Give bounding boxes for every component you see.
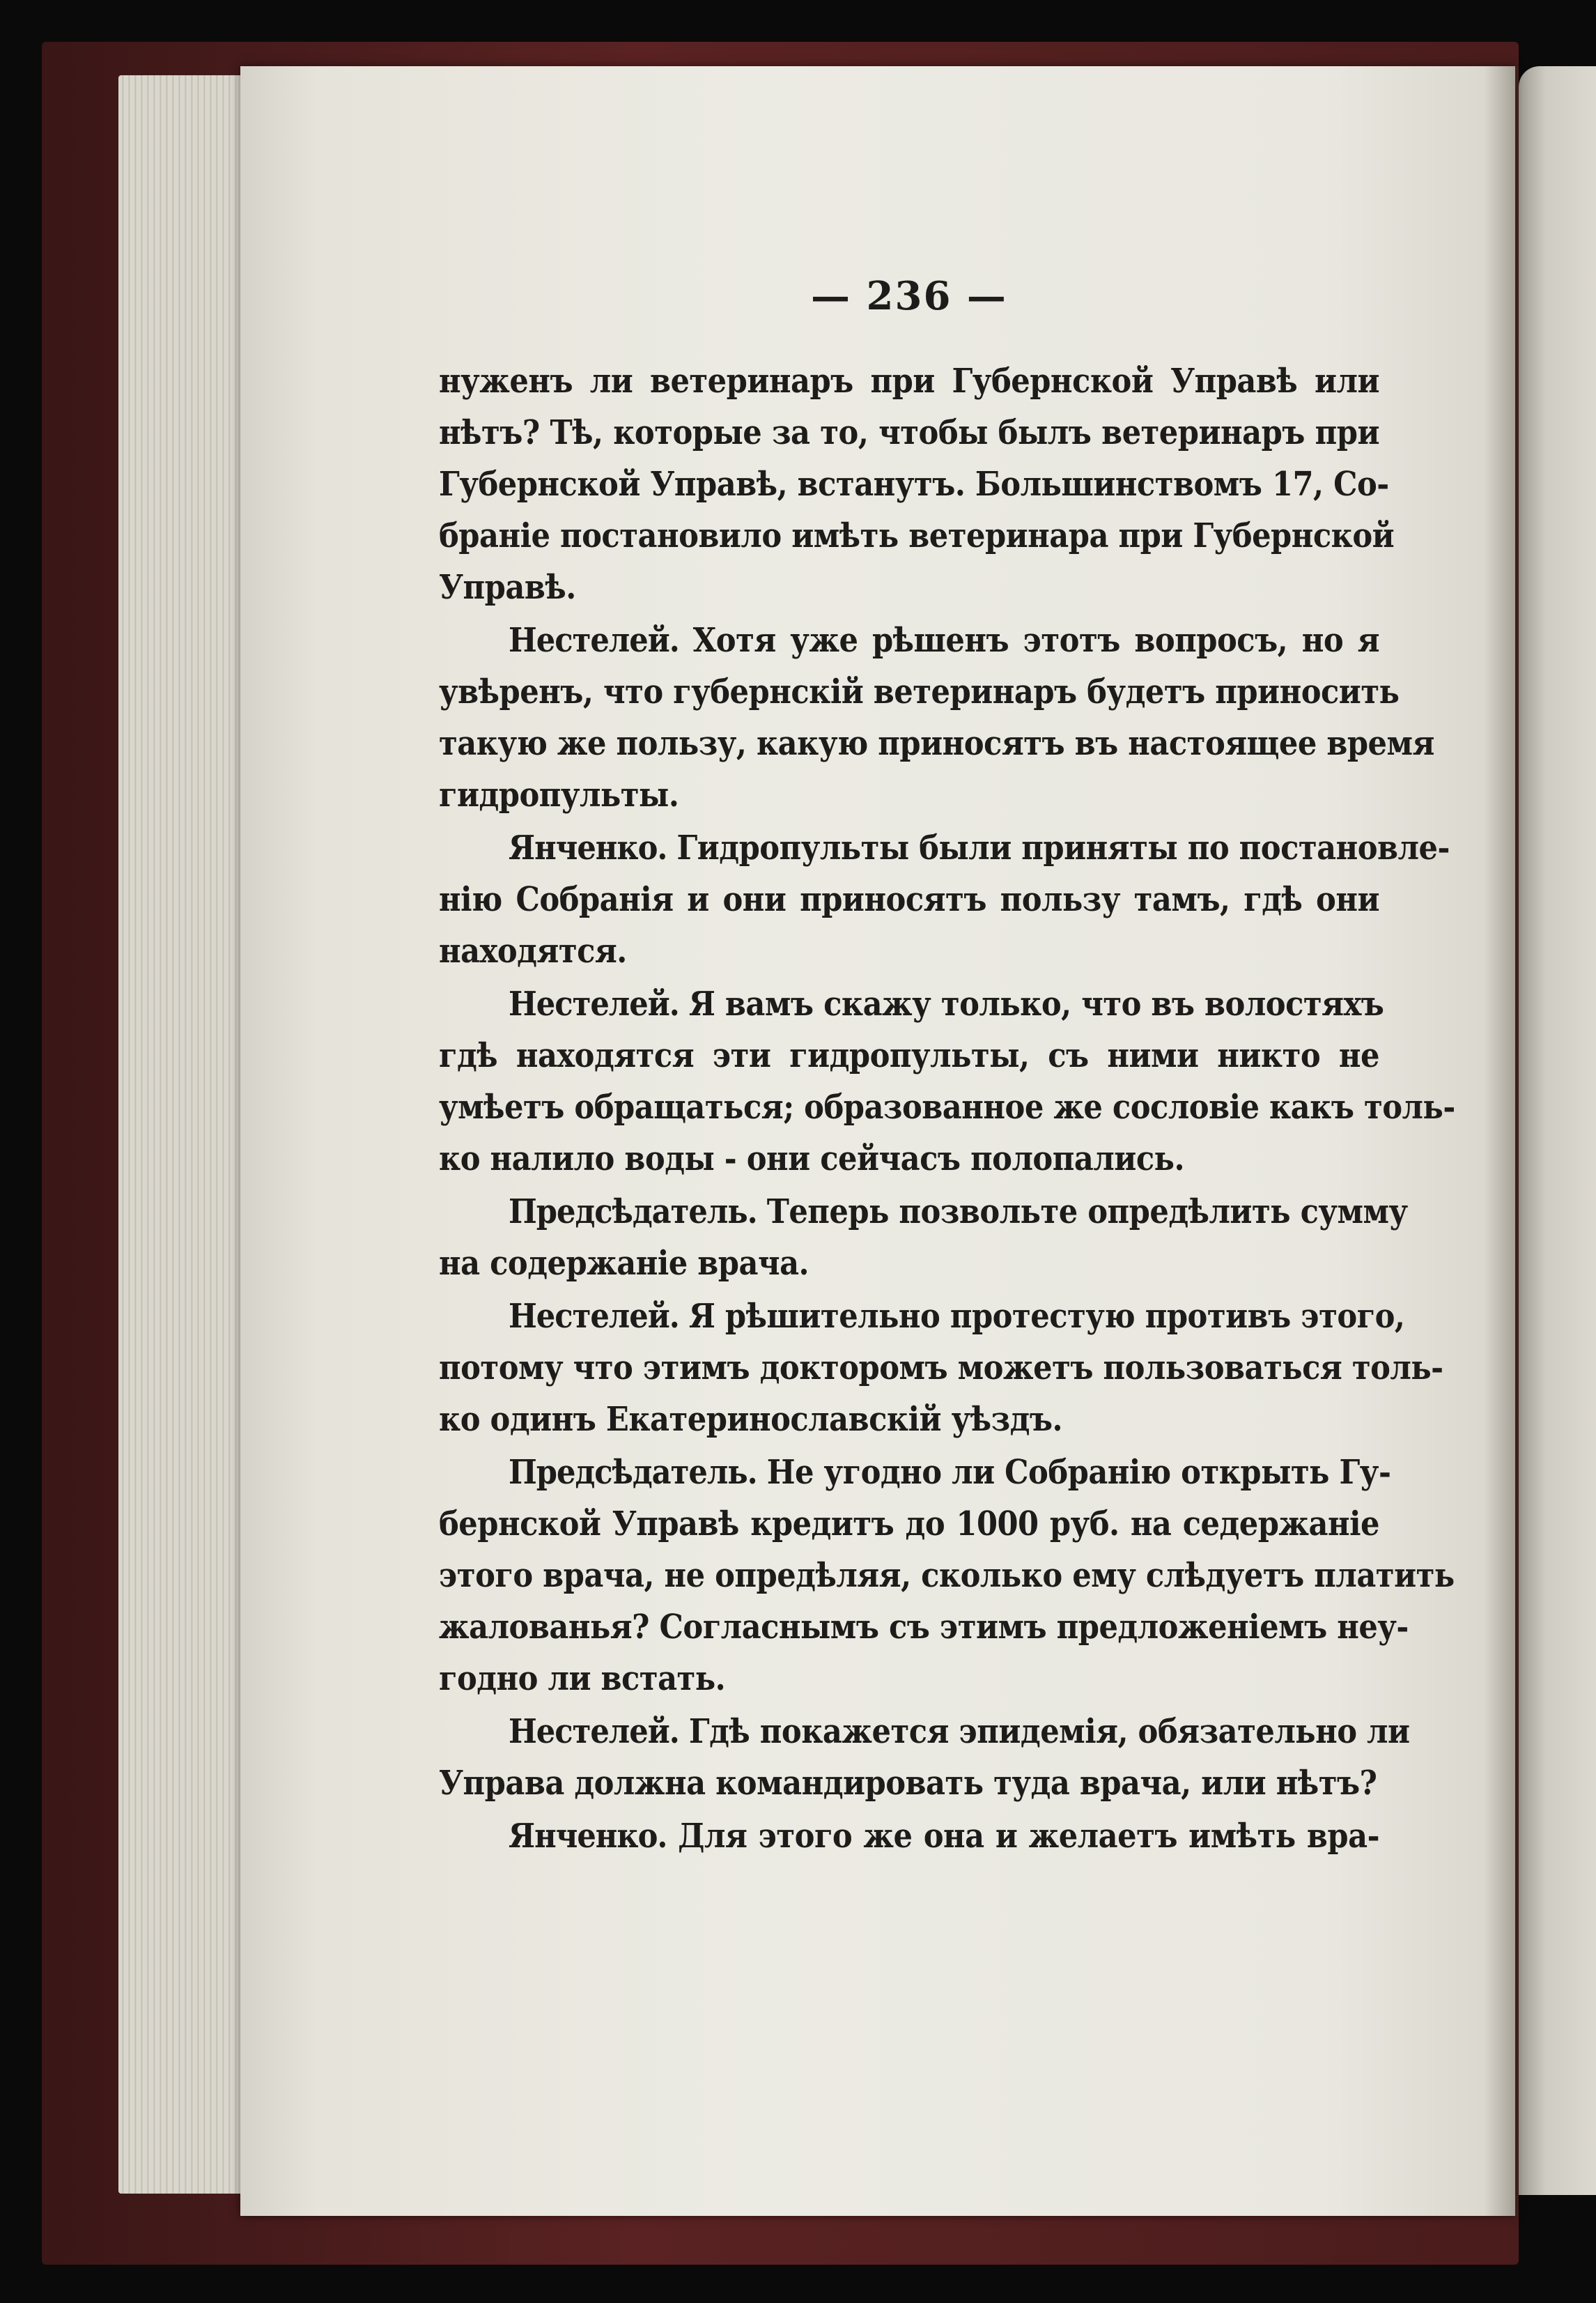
text-line [439,1757,1379,1809]
speaker-name: Предсѣдатель. [509,1192,767,1231]
text-line [439,1030,1379,1081]
text-line [439,1653,1379,1704]
text-line [439,615,1379,666]
speaker-name: Янченко. [509,829,677,868]
text-line [439,407,1379,459]
line-text: браніе постановило имѣть ветеринара при Губернской [439,516,1395,555]
text-line [439,666,1400,718]
text-line [439,1447,1391,1498]
text-line [439,978,1384,1030]
line-text: Для этого же она и желаетъ имѣть вра- [678,1817,1379,1856]
line-text: нѣтъ? Тѣ, которые за то, чтобы былъ ветеринаръ при [439,413,1379,452]
line-text: нуженъ ли ветеринаръ при Губернской Управѣ или [439,362,1379,401]
line-text: Я рѣшительно протестую противъ этого, [688,1297,1405,1336]
text-line [439,1133,1379,1185]
facing-page-edge [1519,66,1596,2195]
line-text: бернской Управѣ кредитъ до 1000 руб. на седержаніе [439,1504,1379,1543]
speaker-name: Нестелей. [509,621,693,660]
text-line [439,1810,1379,1862]
line-text: гидропульты. [439,776,679,815]
line-text: Хотя уже рѣшенъ этотъ вопросъ, но я [692,621,1380,660]
text-line [439,1550,1455,1601]
speaker-name: Нестелей. [509,1712,689,1751]
line-text: ко налило воды - они сейчасъ полопались. [439,1139,1184,1178]
text-line [439,718,1434,769]
line-text: жалованья? Согласнымъ съ этимъ предложеніемъ неу- [439,1608,1409,1647]
text-line [439,769,1379,821]
line-text: Не угодно ли Собранію открыть Гу- [766,1453,1391,1492]
line-text: ко одинъ Екатеринославскій уѣздъ. [439,1400,1063,1439]
text-line [439,1706,1410,1757]
line-text: такую же пользу, какую приносятъ въ настоящее время [439,724,1434,763]
line-text: Гдѣ покажется эпидемія, обязательно ли [688,1712,1410,1751]
text-line [439,1186,1408,1238]
page-number: — 236 — [811,273,1007,319]
page-gutter-shadow [1484,66,1519,2216]
line-text: находятся. [439,932,627,971]
text-line [439,874,1379,925]
line-text: Губернской Управѣ, встанутъ. Большинствомъ 17, Со- [439,465,1389,504]
text-line [439,1394,1379,1445]
text-line [439,459,1389,510]
text-line [439,1342,1443,1394]
text-line [439,1498,1379,1550]
line-text: потому что этимъ докторомъ можетъ пользоваться толь- [439,1348,1443,1387]
text-line [439,1081,1455,1133]
line-text: нію Собранія и они приносятъ пользу тамъ, гдѣ они [439,880,1379,919]
speaker-name: Нестелей. [509,1297,689,1336]
line-text: Управа должна командировать туда врача, или нѣтъ? [439,1764,1377,1803]
line-text: Управѣ. [439,568,576,607]
text-line [439,355,1379,407]
text-line [439,822,1450,874]
line-text: на содержаніе врача. [439,1244,809,1283]
line-text: Я вамъ скажу только, что въ волостяхъ [688,985,1384,1024]
line-text: Гидропульты были приняты по постановле- [676,829,1450,868]
line-text: годно ли встать. [439,1659,726,1698]
text-line [439,925,1379,977]
line-text: этого врача, не опредѣляя, сколько ему слѣдуетъ платить [439,1556,1455,1595]
speaker-name: Нестелей. [509,985,689,1024]
text-line [439,1238,1379,1289]
text-line [439,1291,1405,1342]
text-line [439,1601,1409,1653]
speaker-name: Предсѣдатель. [509,1453,767,1492]
speaker-name: Янченко. [509,1817,679,1856]
line-text: умѣетъ обращаться; образованное же сословіе какъ толь- [439,1088,1455,1127]
line-text: увѣренъ, что губернскій ветеринаръ будетъ приносить [439,672,1400,711]
text-line [439,562,1379,613]
line-text: Теперь позвольте опредѣлить сумму [766,1192,1408,1231]
line-text: гдѣ находятся эти гидропульты, съ ними никто не [439,1036,1379,1075]
text-line [439,510,1395,562]
